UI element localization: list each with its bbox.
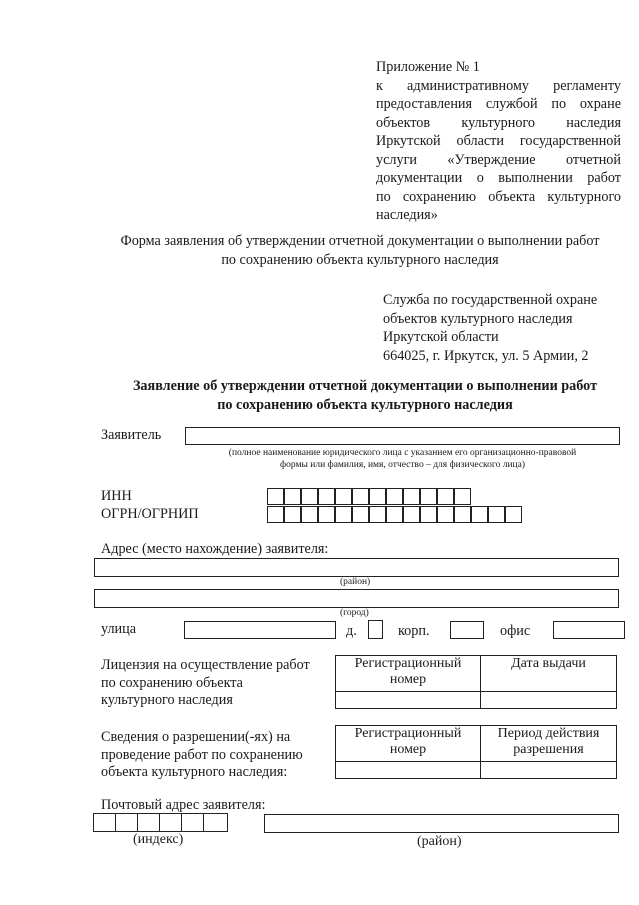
permit-validity-cell[interactable] (481, 762, 617, 779)
appendix-line: по сохранению объекта культурного (376, 188, 621, 205)
recipient-block (383, 291, 633, 365)
license-label-line: культурного наследия (101, 692, 233, 708)
postal-index-digit-cell[interactable] (203, 813, 228, 832)
inn-digit-cell[interactable] (301, 488, 318, 505)
permit-reg-number-cell[interactable] (336, 762, 481, 779)
ogrn-digit-cell[interactable] (386, 506, 403, 523)
postal-label: Почтовый адрес заявителя: (101, 797, 266, 813)
inn-digit-cell[interactable] (352, 488, 369, 505)
street-label: улица (101, 621, 137, 637)
postal-index-digit-cell[interactable] (137, 813, 160, 832)
appendix-line: Иркутской области государственной (376, 133, 621, 149)
statement-title (60, 377, 639, 415)
inn-label: ИНН (101, 488, 132, 504)
ogrn-digit-cell[interactable] (369, 506, 386, 523)
recipient-line: Служба по государственной охране (383, 292, 598, 308)
postal-district-hint: (район) (417, 834, 462, 849)
inn-digit-cell[interactable] (267, 488, 284, 505)
inn-digit-cell[interactable] (335, 488, 352, 505)
form-title-line: Форма заявления об утверждении отчетной документации о выполнении работ (120, 233, 600, 249)
recipient-line: Иркутской области (383, 329, 499, 345)
appendix-line: предоставления службой по охране (376, 96, 621, 112)
ogrn-digit-cell[interactable] (454, 506, 471, 523)
permit-col2-line: Период действия (497, 726, 600, 741)
form-title-line: по сохранению объекта культурного наследия (221, 252, 499, 268)
permit-reg-number-header (336, 726, 481, 762)
permit-label-line: объекта культурного наследия: (101, 764, 288, 780)
inn-digit-cell[interactable] (420, 488, 437, 505)
applicant-hint-line: (полное наименование юридического лица с указанием его организационно-правовой (228, 448, 577, 458)
license-reg-number-header (336, 656, 481, 692)
ogrn-digit-cell[interactable] (437, 506, 454, 523)
ogrn-label: ОГРН/ОГРНИП (101, 506, 199, 522)
inn-digit-cell[interactable] (369, 488, 386, 505)
postal-index-digit-cell[interactable] (115, 813, 138, 832)
building-label: корп. (398, 623, 430, 639)
ogrn-digit-cell[interactable] (505, 506, 522, 523)
address-district-field[interactable] (94, 558, 619, 577)
inn-digit-cell[interactable] (386, 488, 403, 505)
statement-title-line: по сохранению объекта культурного наследия (217, 397, 513, 413)
ogrn-digit-cell[interactable] (335, 506, 352, 523)
postal-index-digit-cell[interactable] (93, 813, 116, 832)
inn-digit-cell[interactable] (454, 488, 471, 505)
ogrn-digit-cell[interactable] (352, 506, 369, 523)
recipient-line: 664025, г. Иркутск, ул. 5 Армии, 2 (383, 347, 589, 364)
house-label: д. (346, 623, 357, 639)
license-label-line: по сохранению объекта (101, 674, 243, 691)
ogrn-digit-cell[interactable] (488, 506, 505, 523)
permit-col1-line: номер (389, 742, 427, 757)
postal-index-hint: (индекс) (133, 832, 184, 847)
applicant-label: Заявитель (101, 427, 162, 443)
inn-digit-cell[interactable] (437, 488, 454, 505)
postal-district-field[interactable] (264, 814, 619, 833)
statement-title-line: Заявление об утверждении отчетной документации о выполнении работ (132, 378, 598, 394)
applicant-name-field[interactable] (185, 427, 620, 445)
building-field[interactable] (450, 621, 484, 639)
appendix-line: Приложение № 1 (376, 59, 480, 75)
ogrn-digit-cell[interactable] (267, 506, 284, 523)
license-col1-line: номер (389, 672, 427, 687)
ogrn-digit-cell[interactable] (471, 506, 488, 523)
postal-index-digit-cell[interactable] (181, 813, 204, 832)
address-label: Адрес (место нахождение) заявителя: (101, 541, 329, 557)
address-city-field[interactable] (94, 589, 619, 608)
permit-table (335, 725, 617, 779)
inn-digit-cell[interactable] (284, 488, 301, 505)
inn-digit-cell[interactable] (403, 488, 420, 505)
ogrn-digit-cell[interactable] (318, 506, 335, 523)
permit-label (101, 729, 303, 782)
applicant-hint-line: формы или фамилия, имя, отчество – для физического лица) (279, 460, 526, 470)
postal-index-digit-cell[interactable] (159, 813, 182, 832)
address-city-hint: (город) (340, 608, 369, 618)
applicant-hint (180, 447, 625, 471)
street-field[interactable] (184, 621, 336, 639)
license-col1-line: Регистрационный (354, 656, 462, 671)
appendix-line: документации о выполнении работ (376, 170, 621, 186)
appendix-line: к административному регламенту (376, 77, 621, 94)
appendix-header (376, 58, 621, 225)
inn-digit-cell[interactable] (318, 488, 335, 505)
ogrn-digit-cell[interactable] (403, 506, 420, 523)
license-issue-date-header (481, 656, 617, 692)
recipient-line: объектов культурного наследия (383, 310, 573, 327)
license-col2-line: Дата выдачи (511, 656, 586, 671)
license-reg-number-cell[interactable] (336, 692, 481, 709)
ogrn-digit-cell[interactable] (301, 506, 318, 523)
license-label (101, 657, 310, 710)
license-label-line: Лицензия на осуществление работ (101, 657, 310, 673)
permit-col1-line: Регистрационный (354, 726, 462, 741)
house-field[interactable] (368, 620, 383, 639)
appendix-line: объектов культурного наследия (376, 114, 621, 131)
form-title (60, 232, 639, 270)
address-district-hint: (район) (340, 577, 371, 587)
permit-label-line: проведение работ по сохранению (101, 746, 303, 763)
appendix-line: услуги «Утверждение отчетной (376, 151, 621, 168)
license-issue-date-cell[interactable] (481, 692, 617, 709)
permit-validity-header (481, 726, 617, 762)
permit-col2-line: разрешения (513, 742, 584, 757)
office-field[interactable] (553, 621, 625, 639)
office-label: офис (500, 623, 531, 639)
ogrn-digit-cell[interactable] (284, 506, 301, 523)
ogrn-digit-cell[interactable] (420, 506, 437, 523)
appendix-line: наследия» (376, 207, 438, 223)
permit-label-line: Сведения о разрешении(-ях) на (101, 729, 291, 745)
license-table (335, 655, 617, 709)
